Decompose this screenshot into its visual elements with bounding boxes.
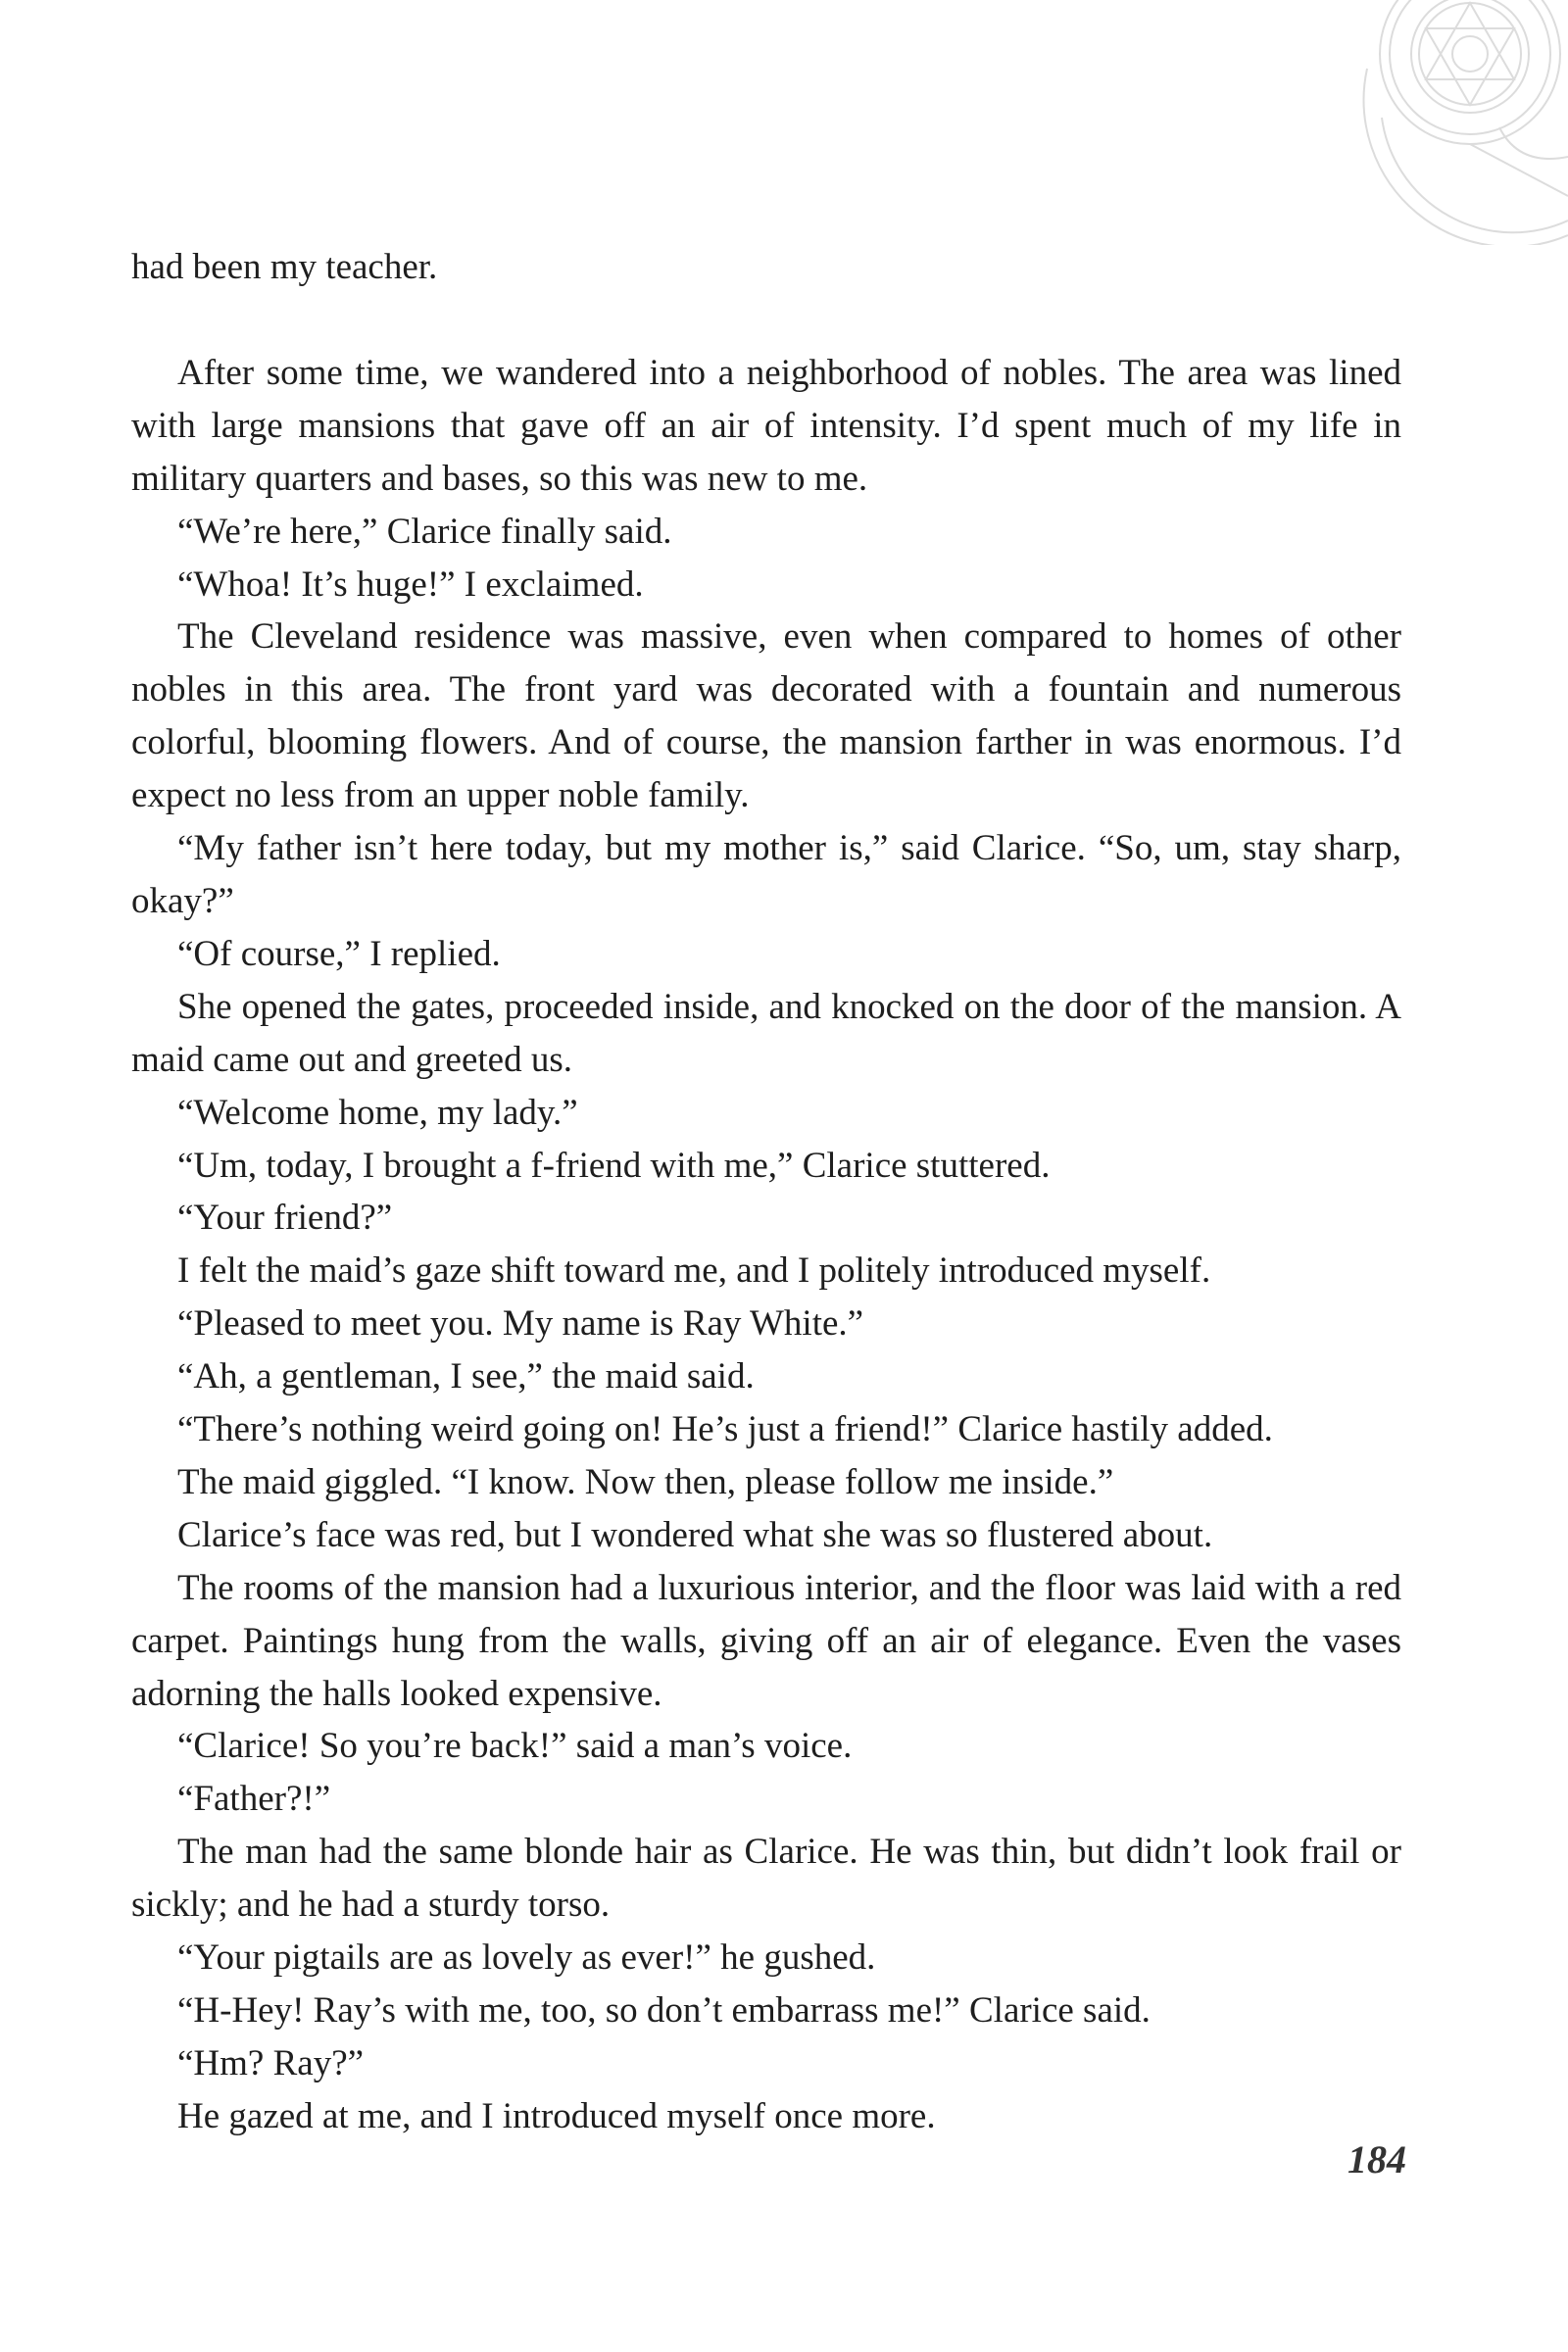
paragraph: “Pleased to meet you. My name is Ray White.” — [177, 1303, 864, 1345]
paragraph: I felt the maid’s gaze shift toward me, and I politely introduced myself. — [177, 1250, 1211, 1292]
body-text — [131, 241, 1401, 2143]
paragraph: The man had the same blonde hair as Clarice. He was thin, but didn’t look frail or sickly; and he had a sturdy torso. — [131, 1832, 1401, 1926]
paragraph: “Welcome home, my lady.” — [177, 1092, 578, 1133]
paragraph: After some time, we wandered into a neighborhood of nobles. The area was lined with large mansions that gave off an air of intensity. I’d spent much of my life in military quarters and bases, so this was new to me. — [131, 352, 1401, 499]
paragraph: “My father isn’t here today, but my mother is,” said Clarice. “So, um, stay sharp, okay?” — [131, 828, 1401, 921]
paragraph: He gazed at me, and I introduced myself once more. — [177, 2095, 936, 2136]
paragraph: “Hm? Ray?” — [177, 2042, 365, 2083]
paragraph: “Your friend?” — [177, 1198, 393, 1239]
paragraph: “We’re here,” Clarice finally said. — [177, 511, 672, 552]
paragraph: “Whoa! It’s huge!” I exclaimed. — [177, 564, 644, 605]
paragraph: had been my teacher. — [131, 247, 438, 287]
paragraph: The rooms of the mansion had a luxurious interior, and the floor was laid with a red carpet. Paintings hung from the walls, giving off an air of elegance. Even the vases adorning the halls looked expensive. — [131, 1567, 1401, 1714]
paragraph: “Ah, a gentleman, I see,” the maid said. — [177, 1356, 755, 1397]
paragraph: “Clarice! So you’re back!” said a man’s voice. — [177, 1726, 853, 1767]
paragraph: “Um, today, I brought a f-friend with me,” Clarice stuttered. — [177, 1145, 1051, 1186]
paragraph: “There’s nothing weird going on! He’s just a friend!” Clarice hastily added. — [177, 1409, 1273, 1450]
paragraph: “Father?!” — [177, 1779, 331, 1820]
paragraph: “Your pigtails are as lovely as ever!” he gushed. — [177, 1937, 876, 1979]
paragraph: She opened the gates, proceeded inside, and knocked on the door of the mansion. A maid came out and greeted us. — [131, 986, 1401, 1080]
magic-circle-ornament-icon — [1274, 0, 1568, 245]
paragraph: “Of course,” I replied. — [177, 933, 501, 974]
paragraph: Clarice’s face was red, but I wondered what she was so flustered about. — [177, 1514, 1213, 1555]
paragraph: The maid giggled. “I know. Now then, please follow me inside.” — [177, 1461, 1114, 1502]
paragraph: The Cleveland residence was massive, even when compared to homes of other nobles in this area. The front yard was decorated with a fountain and numerous colorful, blooming flowers. And of course, the mansion farther in was enormous. I’d expect no less from an upper noble family. — [131, 616, 1401, 816]
page-number: 184 — [1348, 2137, 1406, 2181]
paragraph: “H-Hey! Ray’s with me, too, so don’t embarrass me!” Clarice said. — [177, 1990, 1151, 2031]
